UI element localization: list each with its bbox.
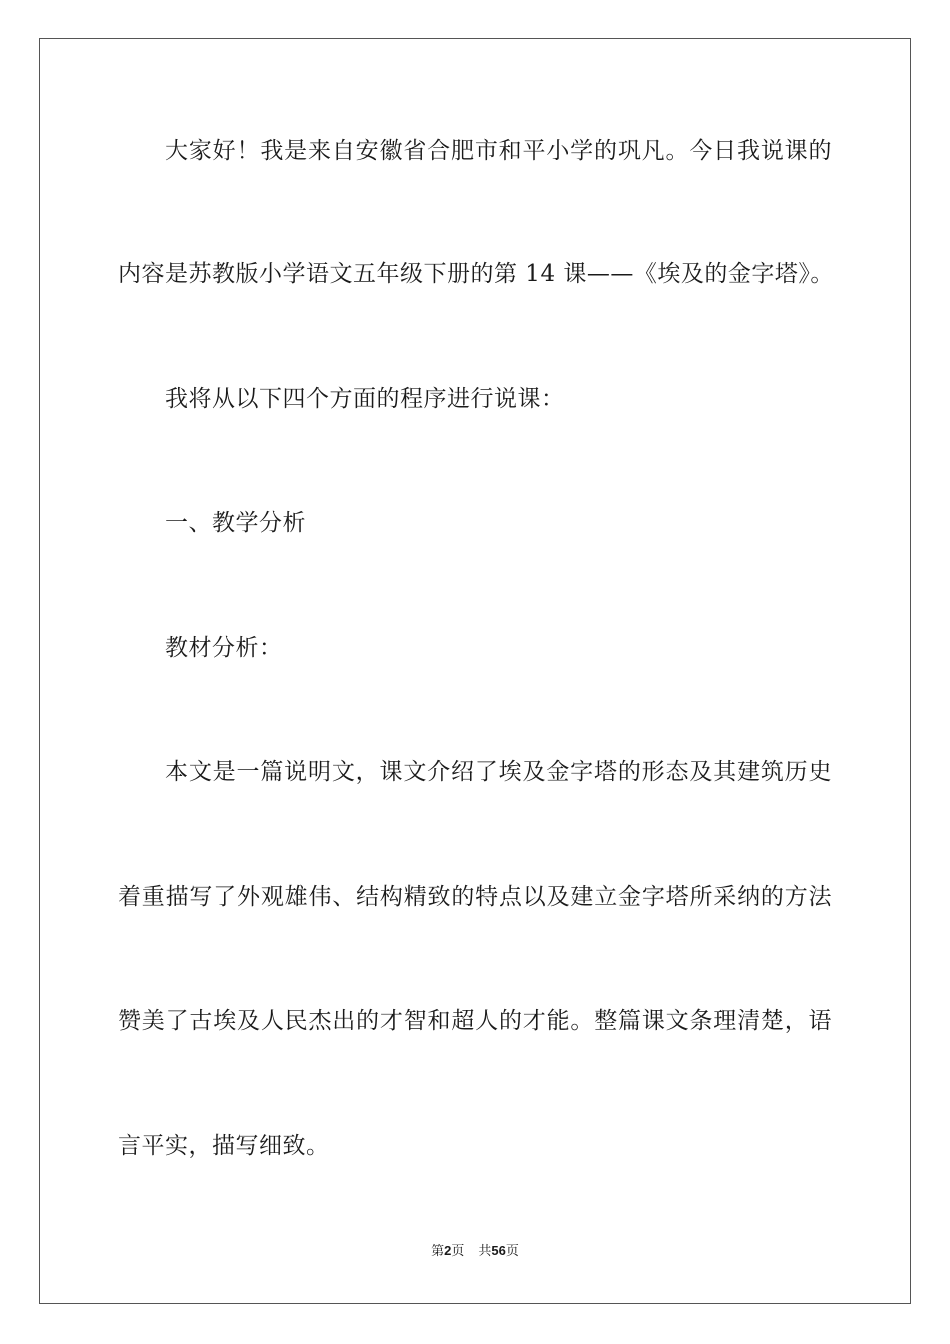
footer-total-pages: 56 xyxy=(491,1243,506,1258)
paragraph-line-1: 大家好！我是来自安徽省合肥市和平小学的巩凡。今日我说课的 xyxy=(165,138,832,164)
page-footer xyxy=(0,1243,950,1260)
paragraph-line-6: 本文是一篇说明文，课文介绍了埃及金字塔的形态及其建筑历史 xyxy=(165,759,832,785)
paragraph-line-9: 言平实，描写细致。 xyxy=(118,1133,330,1159)
paragraph-line-7: 着重描写了外观雄伟、结构精致的特点以及建立金字塔所采纳的方法 xyxy=(118,884,832,910)
section-heading: 一、教学分析 xyxy=(165,510,306,536)
footer-total-prefix: 共 xyxy=(478,1244,492,1259)
page-border xyxy=(39,38,911,1304)
subsection-heading: 教材分析： xyxy=(165,635,283,661)
paragraph-line-2: 内容是苏教版小学语文五年级下册的第 14 课——《埃及的金字塔》。 xyxy=(118,261,834,287)
footer-total-suffix: 页 xyxy=(505,1244,519,1259)
paragraph-line-3: 我将从以下四个方面的程序进行说课： xyxy=(165,386,565,412)
footer-page-number: 2 xyxy=(444,1243,452,1258)
paragraph-line-8: 赞美了古埃及人民杰出的才智和超人的才能。整篇课文条理清楚，语 xyxy=(118,1008,832,1034)
footer-page-prefix: 第 xyxy=(431,1244,445,1259)
footer-page-suffix: 页 xyxy=(451,1244,465,1259)
